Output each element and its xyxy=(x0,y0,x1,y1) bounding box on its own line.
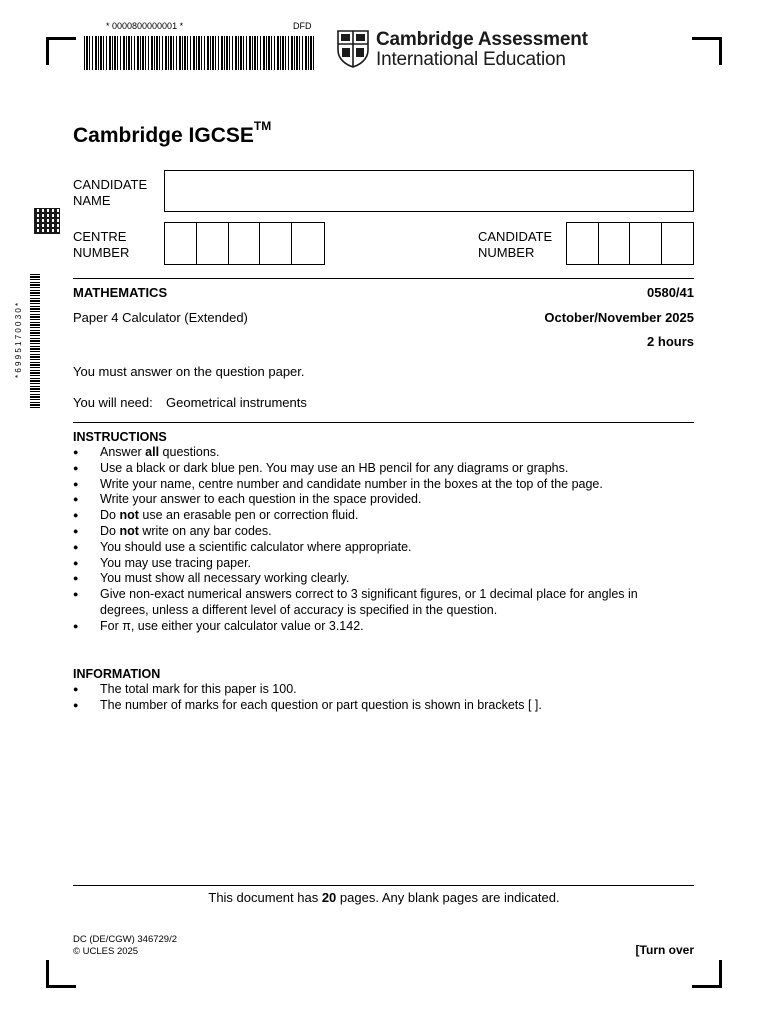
side-barcode xyxy=(30,272,40,408)
corner-mark-top-right-h xyxy=(692,37,722,40)
exam-session: October/November 2025 xyxy=(544,310,694,325)
instruction-item: ● Do not write on any bar codes. xyxy=(73,524,673,540)
subject: MATHEMATICS xyxy=(73,285,168,300)
corner-mark-bottom-right-v xyxy=(719,960,722,988)
trademark: TM xyxy=(253,119,272,133)
centre-number-cell[interactable] xyxy=(197,223,229,264)
instruction-item: ● Write your answer to each question in the space provided. xyxy=(73,492,673,508)
information-item: ● The number of marks for each question or part question is shown in brackets [ ]. xyxy=(73,698,673,714)
candidate-name-label: CANDIDATE NAME xyxy=(73,177,148,208)
qr-code xyxy=(34,208,60,234)
centre-number-cell[interactable] xyxy=(260,223,292,264)
instruction-item: ● Use a black or dark blue pen. You may use an HB pencil for any diagrams or graphs. xyxy=(73,461,673,477)
instruction-item: ● For π, use either your calculator value or 3.142. xyxy=(73,619,673,635)
centre-number-cell[interactable] xyxy=(165,223,197,264)
copyright: © UCLES 2025 xyxy=(73,946,139,957)
centre-number-cell[interactable] xyxy=(292,223,324,264)
divider-bottom xyxy=(73,885,694,886)
instruction-item: ● You must show all necessary working clearly. xyxy=(73,571,673,587)
turn-over: [Turn over xyxy=(635,943,694,957)
instruction-item: ● Answer all questions. xyxy=(73,445,673,461)
instruction-item: ● You should use a scientific calculator where appropriate. xyxy=(73,540,673,556)
information-heading: INFORMATION xyxy=(73,667,161,681)
document-reference: DC (DE/CGW) 346729/2 xyxy=(73,934,178,945)
page-count: 20 xyxy=(321,890,337,905)
qualification-title xyxy=(73,119,272,148)
barcode-tag: DFD xyxy=(293,21,312,31)
candidate-number-cell[interactable] xyxy=(662,223,693,264)
logo-line-1: Cambridge Assessment xyxy=(376,29,588,50)
candidate-number-label: CANDIDATE NUMBER xyxy=(478,229,553,260)
instruction-item: ● Do not use an erasable pen or correction fluid. xyxy=(73,508,673,524)
paper-code: 0580/41 xyxy=(647,285,694,300)
divider-middle xyxy=(73,422,694,423)
side-barcode-code: * 6 9 9 5 1 7 0 0 3 0 * xyxy=(14,302,23,378)
corner-mark-top-right-v xyxy=(719,37,722,65)
corner-mark-top-left-v xyxy=(46,37,49,65)
information-list xyxy=(73,682,673,714)
need-label: You will need: xyxy=(73,395,153,410)
cambridge-shield-icon xyxy=(337,30,369,68)
divider-top xyxy=(73,278,694,279)
qualification-name: Cambridge IGCSE xyxy=(73,124,254,147)
centre-number-field[interactable] xyxy=(164,222,325,265)
logo-line-2: International Education xyxy=(376,49,566,70)
barcode-code: * 0000800000001 * xyxy=(106,21,184,31)
candidate-number-cell[interactable] xyxy=(567,223,599,264)
paper-title: Paper 4 Calculator (Extended) xyxy=(73,310,248,325)
need-value: Geometrical instruments xyxy=(166,395,307,410)
candidate-number-cell[interactable] xyxy=(630,223,662,264)
logo-wordmark xyxy=(376,30,588,70)
instruction-item: ● You may use tracing paper. xyxy=(73,556,673,572)
candidate-number-cell[interactable] xyxy=(599,223,631,264)
duration: 2 hours xyxy=(647,334,694,349)
corner-mark-bottom-left-h xyxy=(46,985,76,988)
corner-mark-bottom-right-h xyxy=(692,985,722,988)
instruction-item: ● Give non-exact numerical answers correct to 3 significant figures, or 1 decimal place for angles in degrees, unless a different level of accuracy is specified in the question. xyxy=(73,587,673,619)
centre-number-label: CENTRE NUMBER xyxy=(73,229,130,260)
instructions-heading: INSTRUCTIONS xyxy=(73,430,167,444)
barcode xyxy=(84,36,316,70)
page-count-note: This document has 20 pages. Any blank pages are indicated. xyxy=(208,890,560,905)
information-item: ● The total mark for this paper is 100. xyxy=(73,682,673,698)
corner-mark-bottom-left-v xyxy=(46,960,49,988)
candidate-name-field[interactable] xyxy=(164,170,694,212)
answer-note: You must answer on the question paper. xyxy=(73,364,305,379)
candidate-number-field[interactable] xyxy=(566,222,694,265)
corner-mark-top-left-h xyxy=(46,37,76,40)
instructions-list xyxy=(73,445,673,635)
instruction-item: ● Write your name, centre number and candidate number in the boxes at the top of the page. xyxy=(73,477,673,493)
centre-number-cell[interactable] xyxy=(229,223,261,264)
